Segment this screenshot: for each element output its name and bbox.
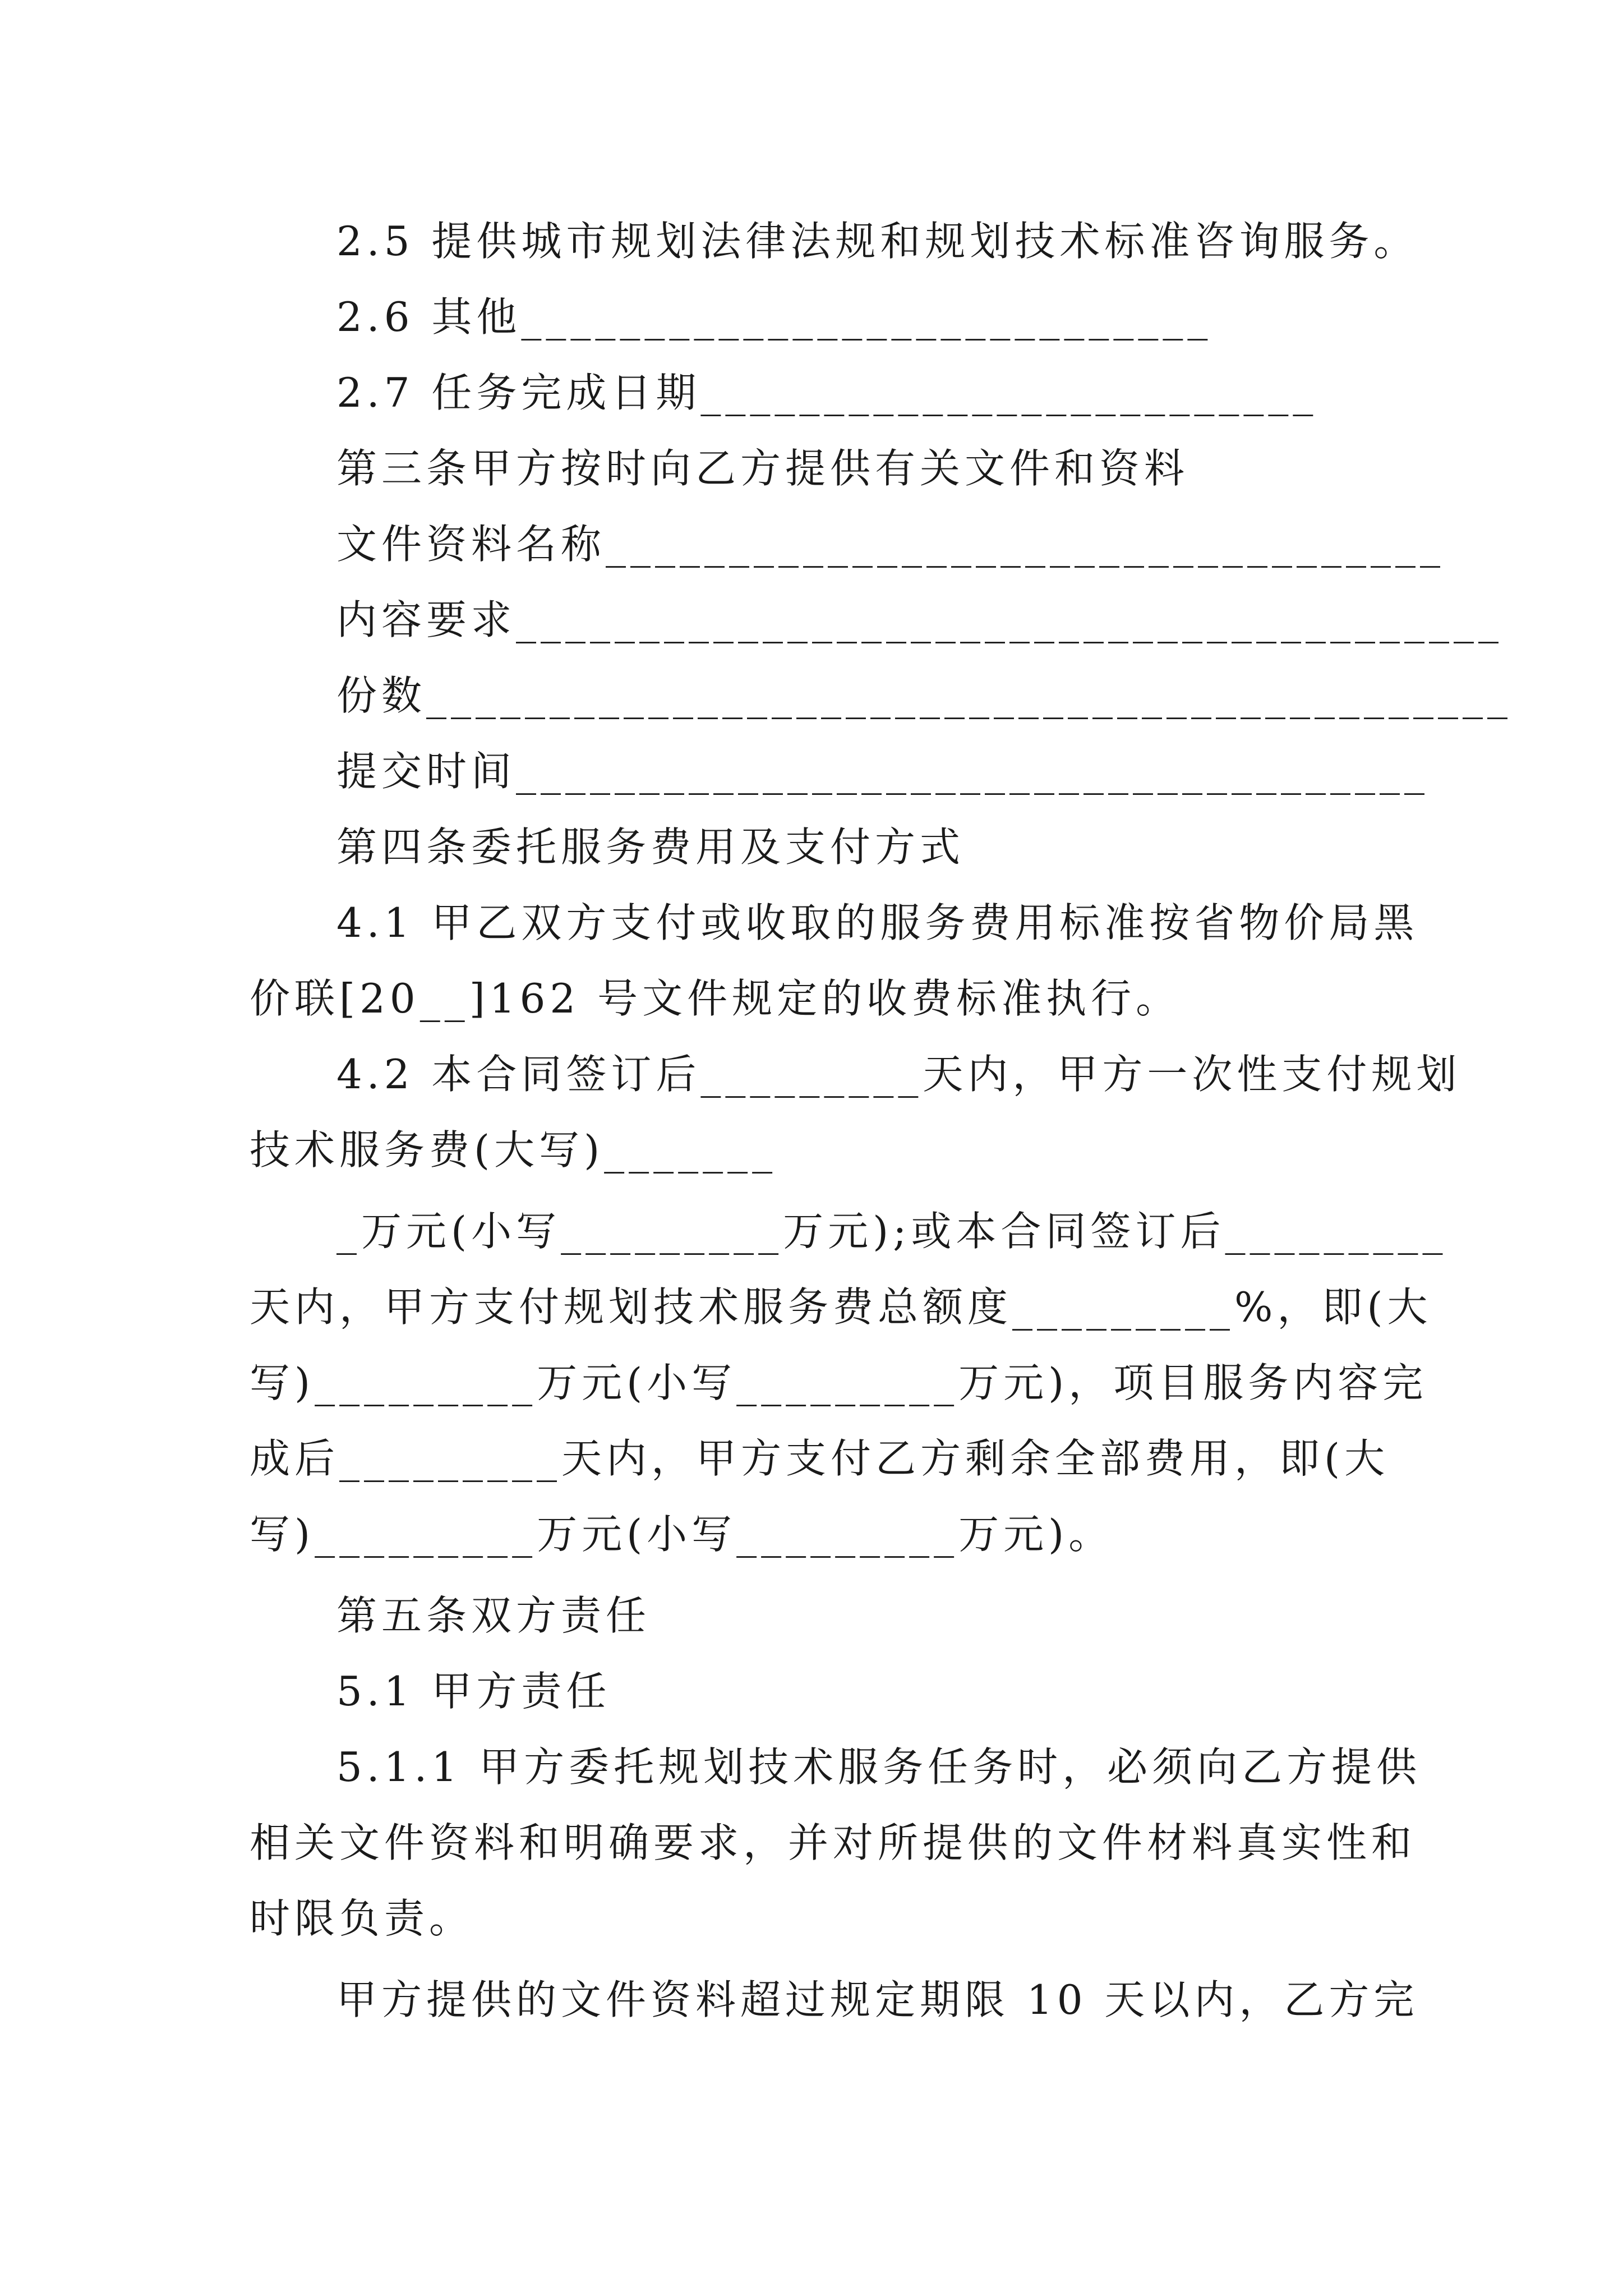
clause-4-2-line-2: 技术服务费(大写)_______ [250, 1126, 777, 1174]
clause-4-2-line-5: 写)_________万元(小写_________万元)，项目服务内容完 [250, 1359, 1428, 1406]
field-content-requirement: 内容要求________________________________________ [336, 596, 1503, 643]
paragraph-late-documents: 甲方提供的文件资料超过规定期限 10 天以内，乙方完 [336, 1976, 1419, 2023]
clause-5-1-1-line-2: 相关文件资料和明确要求，并对所提供的文件材料真实性和 [250, 1819, 1417, 1866]
clause-4-2-line-7: 写)_________万元(小写_________万元)。 [250, 1511, 1114, 1558]
clause-4-1-line-2: 价联[20__]162 号文件规定的收费标准执行。 [250, 975, 1181, 1022]
clause-2-7: 2.7 任务完成日期_________________________ [336, 369, 1318, 416]
field-submission-time: 提交时间_____________________________________ [336, 748, 1430, 795]
clause-5-1-1-line-1: 5.1.1 甲方委托规划技术服务任务时，必须向乙方提供 [336, 1743, 1422, 1791]
clause-5-1-heading: 5.1 甲方责任 [336, 1668, 611, 1715]
article-5-heading: 第五条双方责任 [336, 1592, 651, 1639]
clause-2-6: 2.6 其他____________________________ [336, 293, 1212, 341]
field-document-name: 文件资料名称__________________________________ [336, 521, 1445, 568]
clause-2-5: 2.5 提供城市规划法律法规和规划技术标准咨询服务。 [336, 218, 1419, 265]
clause-4-1-line-1: 4.1 甲乙双方支付或收取的服务费用标准按省物价局黑 [336, 899, 1419, 946]
clause-4-2-line-4: 天内，甲方支付规划技术服务费总额度_________%，即(大 [250, 1283, 1432, 1331]
field-copies: 份数____________________________________________ [336, 672, 1512, 719]
clause-4-2-line-6: 成后_________天内，甲方支付乙方剩余全部费用，即(大 [250, 1435, 1390, 1482]
clause-4-2-line-3: _万元(小写_________万元);或本合同签订后_________ [336, 1208, 1447, 1255]
article-4-heading: 第四条委托服务费用及支付方式 [336, 823, 965, 871]
clause-5-1-1-line-3: 时限负责。 [250, 1895, 474, 1942]
article-3-heading: 第三条甲方按时向乙方提供有关文件和资料 [336, 445, 1189, 492]
clause-4-2-line-1: 4.2 本合同签订后_________天内，甲方一次性支付规划 [336, 1051, 1461, 1098]
